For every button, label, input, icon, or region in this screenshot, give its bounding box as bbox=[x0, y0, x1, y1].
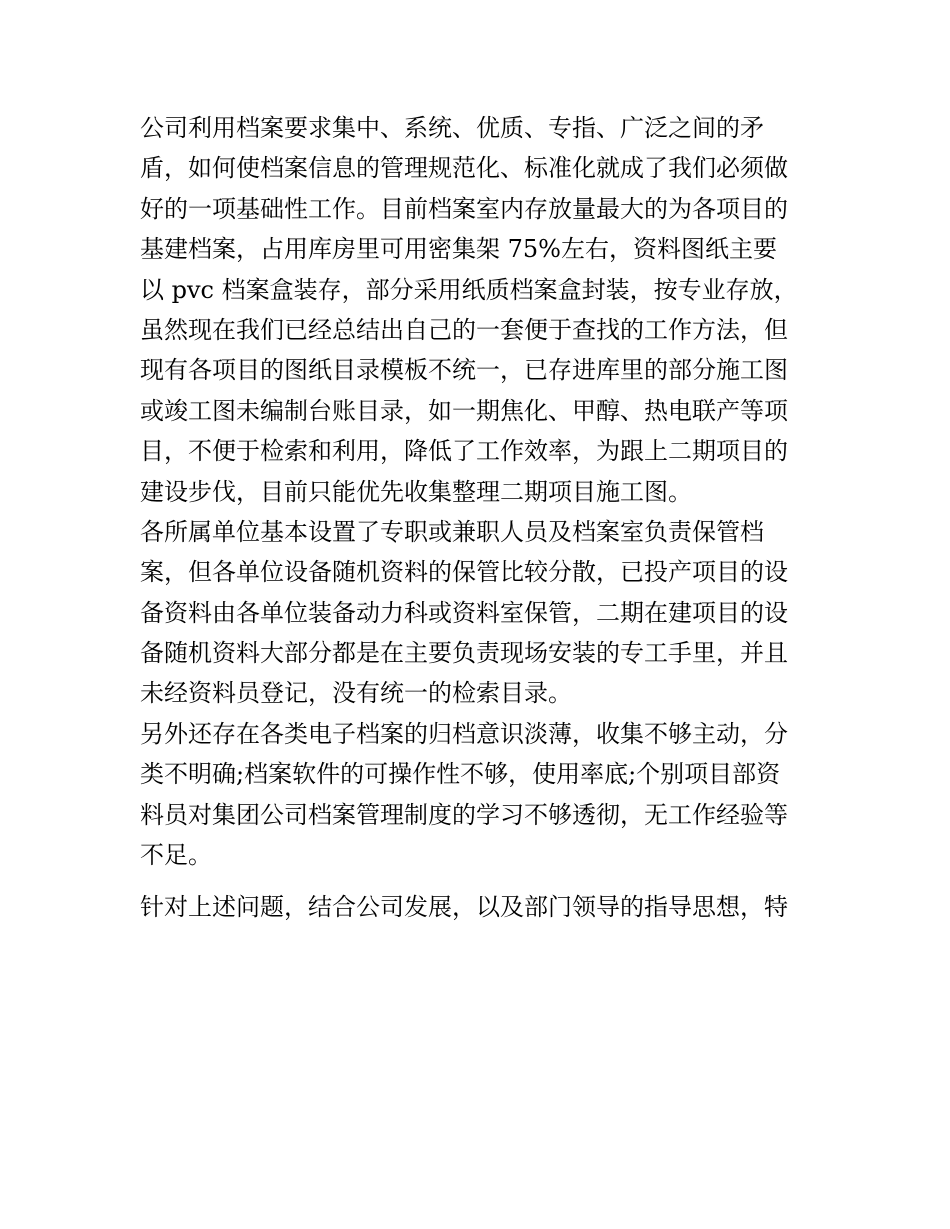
text-line: 备资料由各单位装备动力科或资料室保管，二期在建项目的设 bbox=[140, 598, 788, 627]
text-line: 建设步伐，目前只能优先收集整理二期项目施工图。 bbox=[140, 477, 692, 506]
text-line: 目，不便于检索和利用，降低了工作效率，为跟上二期项目的 bbox=[140, 437, 788, 466]
document-body bbox=[140, 108, 820, 928]
paragraph-4 bbox=[140, 887, 820, 927]
paragraph-1 bbox=[140, 108, 820, 512]
text-line: 类不明确;档案软件的可操作性不够，使用率底;个别项目部资 bbox=[140, 760, 781, 789]
text-line: 针对上述问题，结合公司发展，以及部门领导的指导思想，特 bbox=[140, 893, 788, 922]
text-line: 案，但各单位设备随机资料的保管比较分散，已投产项目的设 bbox=[140, 558, 788, 587]
text-line: 盾，如何使档案信息的管理规范化、标准化就成了我们必须做 bbox=[140, 154, 788, 183]
text-line: 公司利用档案要求集中、系统、优质、专指、广泛之间的矛 bbox=[140, 114, 764, 142]
paragraph-3 bbox=[140, 714, 820, 876]
paragraph-2 bbox=[140, 512, 820, 714]
text-line: 备随机资料大部分都是在主要负责现场安装的专工手里，并且 bbox=[140, 639, 788, 668]
paragraph-spacing bbox=[140, 875, 820, 887]
text-line: 好的一项基础性工作。目前档案室内存放量最大的为各项目的 bbox=[140, 194, 788, 223]
text-line: 料员对集团公司档案管理制度的学习不够透彻，无工作经验等 bbox=[140, 800, 788, 829]
text-line: 不足。 bbox=[140, 841, 212, 870]
text-line: 基建档案，占用库房里可用密集架 75%左右，资料图纸主要 bbox=[140, 235, 777, 264]
text-line: 另外还存在各类电子档案的归档意识淡薄，收集不够主动，分 bbox=[140, 719, 788, 748]
text-line: 各所属单位基本设置了专职或兼职人员及档案室负责保管档 bbox=[140, 517, 764, 546]
text-line: 现有各项目的图纸目录模板不统一，已存进库里的部分施工图 bbox=[140, 356, 788, 385]
text-line: 未经资料员登记，没有统一的检索目录。 bbox=[140, 679, 572, 708]
text-line: 或竣工图未编制台账目录，如一期焦化、甲醇、热电联产等项 bbox=[140, 396, 788, 425]
text-line: 以 pvc 档案盒装存，部分采用纸质档案盒封装，按专业存放， bbox=[140, 275, 798, 304]
text-line: 虽然现在我们已经总结出自己的一套便于查找的工作方法，但 bbox=[140, 315, 788, 344]
